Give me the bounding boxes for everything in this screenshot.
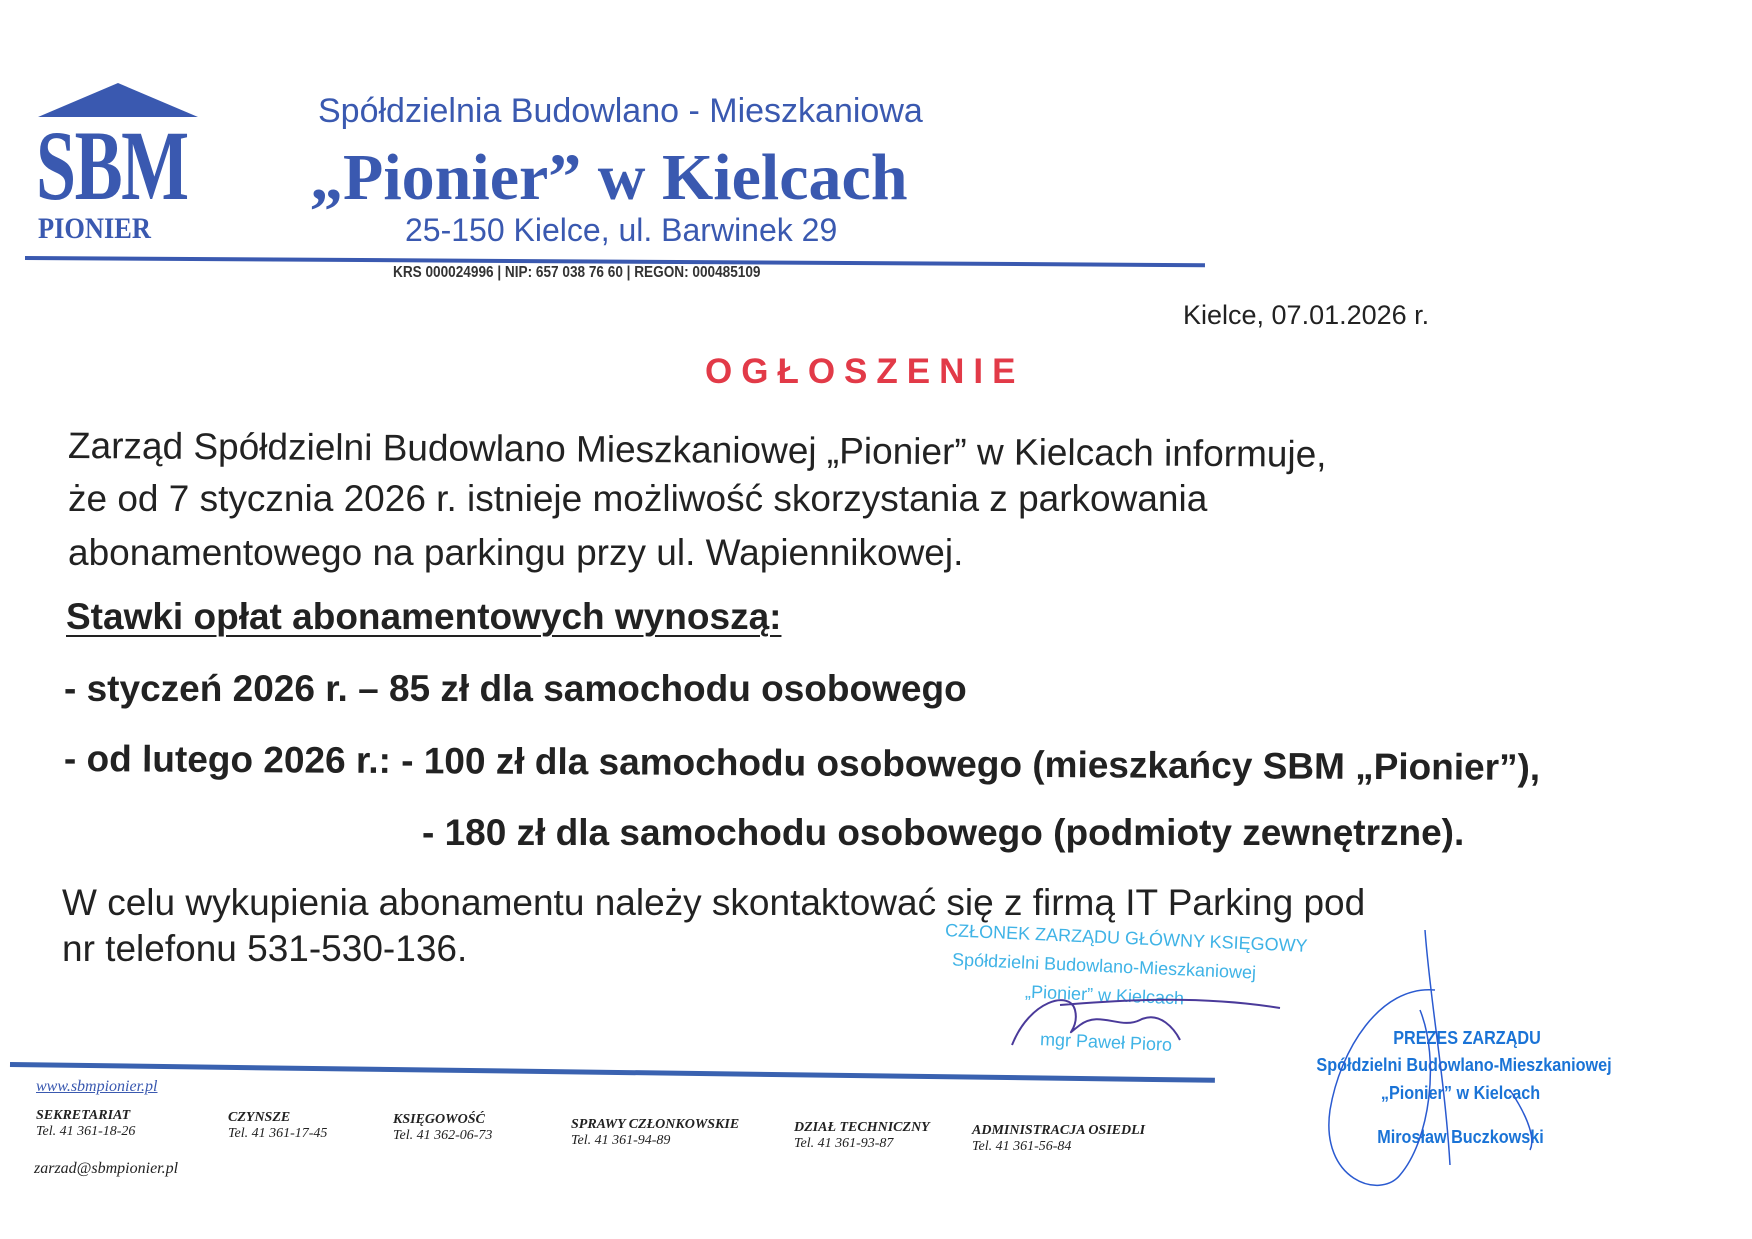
footer-department bbox=[571, 1117, 739, 1149]
body-line: że od 7 stycznia 2026 r. istnieje możliwość skorzystania z parkowania bbox=[68, 478, 1208, 519]
department-phone: Tel. 41 361-56-84 bbox=[972, 1139, 1072, 1154]
footer-department bbox=[36, 1108, 135, 1140]
footer-department bbox=[972, 1123, 1145, 1155]
footer-department bbox=[393, 1112, 492, 1144]
department-phone: Tel. 41 361-17-45 bbox=[228, 1126, 328, 1141]
department-name: SEKRETARIAT bbox=[36, 1108, 131, 1123]
department-phone: Tel. 41 362-06-73 bbox=[393, 1128, 493, 1143]
department-name: SPRAWY CZŁONKOWSKIE bbox=[571, 1117, 740, 1132]
letterhead-address: 25-150 Kielce, ul. Barwinek 29 bbox=[405, 212, 838, 248]
letterhead-name: „Pionier” w Kielcach bbox=[310, 141, 908, 214]
stamp-accountant-org: Spółdzielni Budowlano-Mieszkaniowej bbox=[951, 949, 1257, 983]
stamp-accountant-org2: „Pionier” w Kielcach bbox=[1024, 981, 1185, 1009]
logo-pionier: PIONIER bbox=[38, 212, 151, 245]
rates-heading: Stawki opłat abonamentowych wynoszą: bbox=[66, 596, 782, 637]
department-phone: Tel. 41 361-93-87 bbox=[794, 1136, 894, 1151]
contact-line: nr telefonu 531-530-136. bbox=[62, 928, 468, 969]
stamp-accountant-role: CZŁONEK ZARZĄDU GŁÓWNY KSIĘGOWY bbox=[944, 920, 1309, 956]
document-title: OGŁOSZENIE bbox=[705, 352, 1025, 391]
body-line: abonamentowego na parkingu przy ul. Wapiennikowej. bbox=[68, 532, 964, 573]
rate-item: - od lutego 2026 r.: - 100 zł dla samochodu osobowego (mieszkańcy SBM „Pionier”), bbox=[63, 738, 1541, 789]
rate-item: - 180 zł dla samochodu osobowego (podmioty zewnętrzne). bbox=[422, 812, 1465, 853]
logo-sbm: SBM bbox=[36, 110, 188, 221]
department-name: CZYNSZE bbox=[228, 1110, 291, 1125]
stamp-president-role: PREZES ZARZĄDU bbox=[1393, 1028, 1541, 1048]
email-link[interactable]: zarzad@sbmpionier.pl bbox=[34, 1160, 179, 1177]
department-phone: Tel. 41 361-94-89 bbox=[571, 1133, 671, 1148]
department-name: KSIĘGOWOŚĆ bbox=[393, 1112, 485, 1127]
department-name: ADMINISTRACJA OSIEDLI bbox=[972, 1123, 1146, 1138]
letterhead-line1: Spółdzielnia Budowlano - Mieszkaniowa bbox=[318, 92, 923, 130]
stamp-president-org: Spółdzielni Budowlano-Mieszkaniowej bbox=[1316, 1055, 1612, 1075]
body-line: Zarząd Spółdzielni Budowlano Mieszkaniowej „Pionier” w Kielcach informuje, bbox=[67, 425, 1327, 475]
stamp-accountant-name: mgr Paweł Pioro bbox=[1039, 1029, 1173, 1055]
document-date: Kielce, 07.01.2026 r. bbox=[1183, 300, 1430, 330]
department-name: DZIAŁ TECHNICZNY bbox=[794, 1120, 930, 1135]
website-link[interactable]: www.sbmpionier.pl bbox=[36, 1078, 158, 1095]
department-phone: Tel. 41 361-18-26 bbox=[36, 1124, 136, 1139]
footer-department bbox=[794, 1120, 930, 1152]
stamp-president-name: Mirosław Buczkowski bbox=[1377, 1127, 1544, 1147]
footer-department bbox=[228, 1110, 327, 1142]
rate-item: - styczeń 2026 r. – 85 zł dla samochodu osobowego bbox=[64, 668, 967, 709]
registry-info: KRS 000024996 | NIP: 657 038 76 60 | REGON: 000485109 bbox=[393, 264, 761, 281]
stamp-president-org2: „Pionier” w Kielcach bbox=[1380, 1083, 1541, 1103]
contact-line: W celu wykupienia abonamentu należy skontaktować się z firmą IT Parking pod bbox=[62, 882, 1366, 923]
